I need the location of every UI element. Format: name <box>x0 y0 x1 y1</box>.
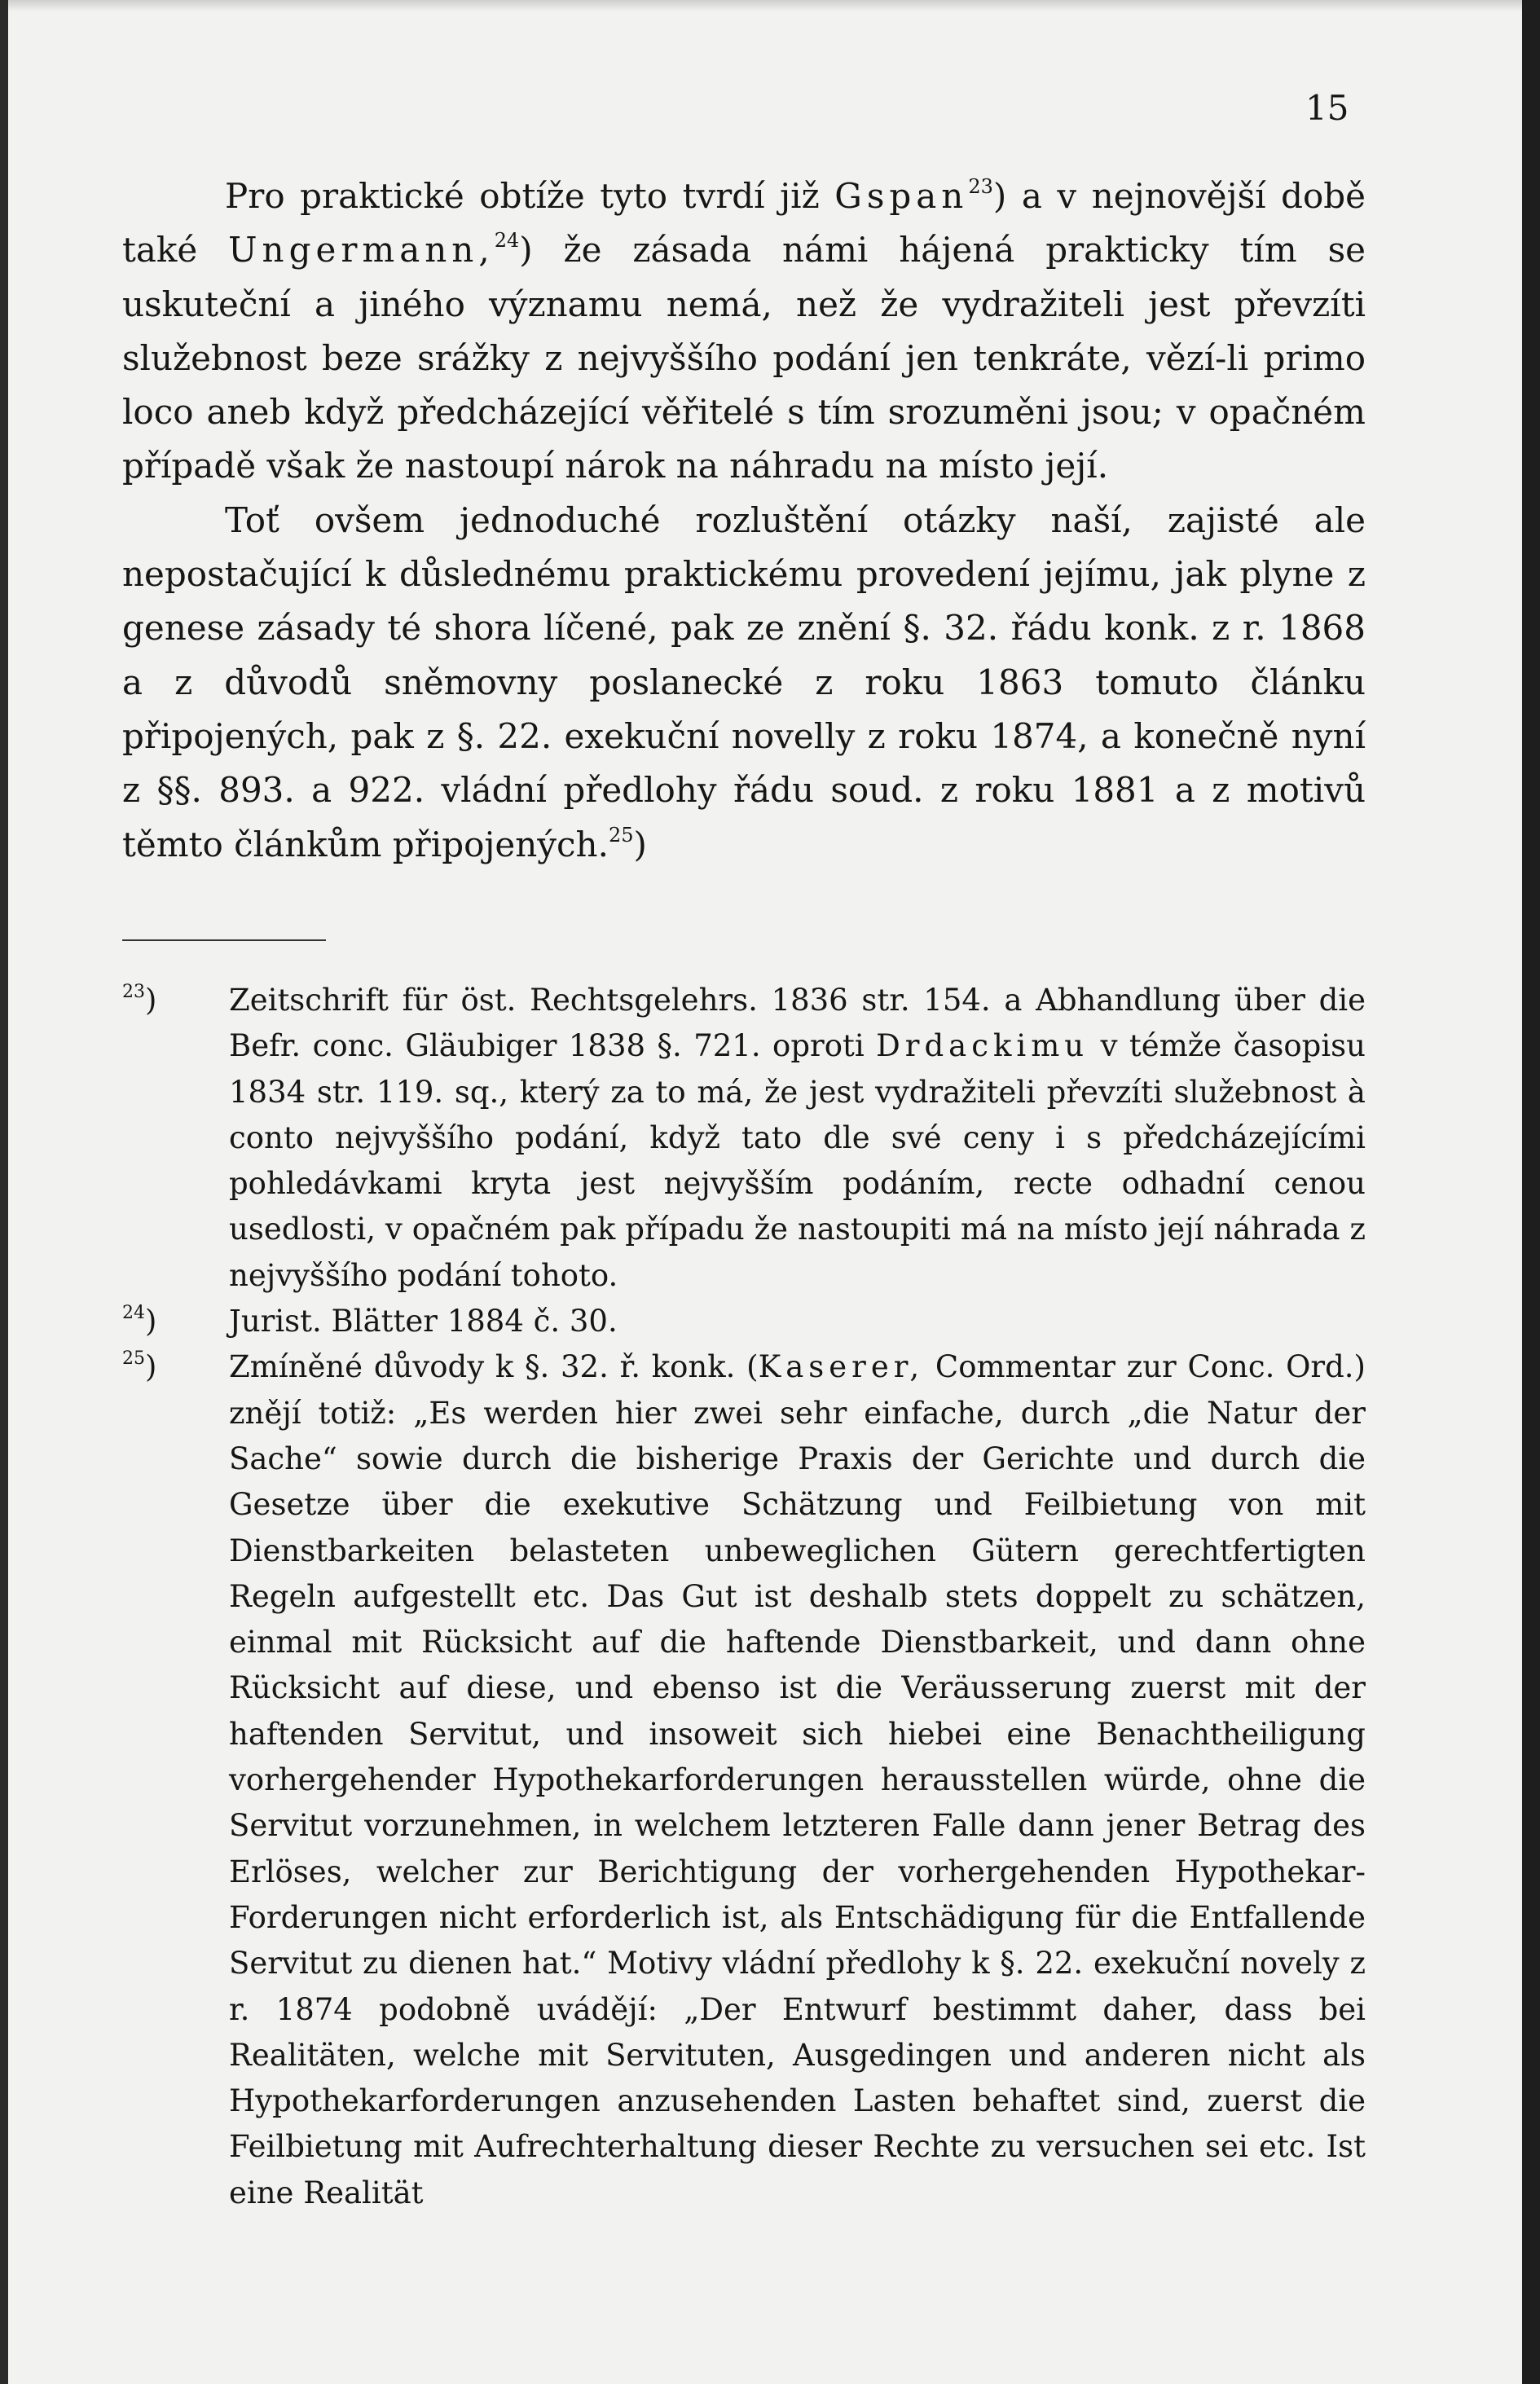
author-name-ungermann: Ungermann, <box>228 230 495 271</box>
footnote-text: Jurist. Blätter 1884 č. 30. <box>229 1304 618 1339</box>
footnote-ref-25: 25 <box>608 823 634 847</box>
footnote-text-cont: Commentar zur Conc. Ord.) znějí totiž: „Es werden hier zwei sehr einfache, durch „die Natur der Sache“ sowie durch die bisherige Praxis der Gerichte und durch die Gesetze über die exekutive Schätzung und Feilbietung von mit Dienstbarkeiten belasteten unbeweglichen Gütern gerechtfertigten Regeln aufgestellt etc. Das Gut ist deshalb stets doppelt zu schätzen, einmal mit Rücksicht auf die haftende Dienstbarkeit, und dann ohne Rücksicht auf diese, und ebenso ist die Veräusserung zuerst mit der haftenden Servitut, und insoweit sich hiebei eine Benachtheiligung vorhergehender Hypothekarforderungen herausstellen würde, ohne die Servitut vorzunehmen, in welchem letzteren Falle dann jener Betrag des Erlöses, welcher zur Berichtigung der vorhergehenden Hypothekar-Forderungen nicht erforderlich ist, als Entschädigung für die Entfallende Servitut zu dienen hat.“ Motivy vládní předlohy k §. 22. exekuční novely z r. 1874 podobně uvádějí: „Der Entwurf bestimmt daher, dass bei Realitäten, welche mit Servituten, Ausgedingen und anderen nicht als Hypothekarforderungen anzusehenden Lasten behaftet sind, zuerst die Feilbietung mit Aufrechterhaltung dieser Rechte zu versuchen sei etc. Ist eine Realität <box>229 1349 1366 2210</box>
footnote-number: 25 <box>122 1348 145 1370</box>
footnote-marker: $^{25}$) <box>122 1348 157 1385</box>
page-number: 15 <box>1305 88 1349 128</box>
author-name-kaserer: Kaserer, <box>758 1349 925 1385</box>
footnote-ref-24: 24 <box>494 229 520 253</box>
p1-text-1: Pro praktické obtíže tyto tvrdí již <box>225 176 835 216</box>
footnote-separator <box>122 939 326 941</box>
author-name-drdackimu: Drdackimu <box>876 1028 1089 1064</box>
p1-text-2: ) a v nejnovější době také <box>122 176 1366 271</box>
author-name-gspan: Gspan <box>834 176 969 216</box>
footnote-ref-23: 23 <box>968 175 993 198</box>
p2-text-1: Toť ovšem jednoduché rozluštění otázky naší, zajisté ale nepostačující k důslednému praktickému provedení jejímu, jak plyne z genese zásady té shora líčené, pak ze znění §. 32. řádu konk. z r. 1868 a z důvodů sněmovny poslanecké z roku 1863 tomuto článku připojených, pak z §. 22. exekuční novelly z roku 1874, a konečně nyní z §§. 893. a 922. vládní předlohy řádu soud. z roku 1881 a z motivů těmto článkům připojených. <box>122 499 1366 864</box>
footnote-marker: $^{23}$) <box>122 982 157 1018</box>
footnotes <box>122 978 1366 2216</box>
p1-text-3: ) že zásada námi hájená prakticky tím se uskuteční a jiného významu nemá, než že vydražiteli jest převzíti služebnost beze srážky z nejvyššího podání jen tenkráte, vězí-li primo loco aneb když předcházející věřitelé s tím srozuměni jsou; v opačném případě však že nastoupí nárok na náhradu na místo její. <box>122 230 1366 486</box>
paragraph-2 <box>122 494 1366 872</box>
paragraph-1 <box>122 169 1366 494</box>
page-top-edge <box>8 0 1522 11</box>
footnote-number: 24 <box>122 1303 145 1324</box>
footnote-25 <box>122 1344 1366 2216</box>
footnote-24 <box>122 1299 1366 1344</box>
footnote-text: Zmíněné důvody k §. 32. ř. konk. ( <box>229 1349 759 1385</box>
footnote-23 <box>122 978 1366 1299</box>
p2-text-2: ) <box>633 824 647 864</box>
footnote-text-cont: v témže časopisu 1834 str. 119. sq., který za to má, že jest vydražiteli převzíti služebnost à conto nejvyššího podání, když tato dle své ceny i s předcházejícími pohledávkami kryta jest nejvyšším podáním, recte odhadní cenou usedlosti, v opačném pak případu že nastoupiti má na místo její náhrada z nejvyššího podání tohoto. <box>229 1028 1366 1293</box>
main-text <box>122 169 1366 872</box>
footnote-text: Zeitschrift für öst. Rechtsgelehrs. 1836 str. 154. a Abhandlung über die Befr. conc. Gläubiger 1838 §. 721. oproti <box>229 983 1366 1064</box>
footnote-number: 23 <box>122 982 145 1002</box>
footnote-marker: $^{24}$) <box>122 1303 157 1339</box>
